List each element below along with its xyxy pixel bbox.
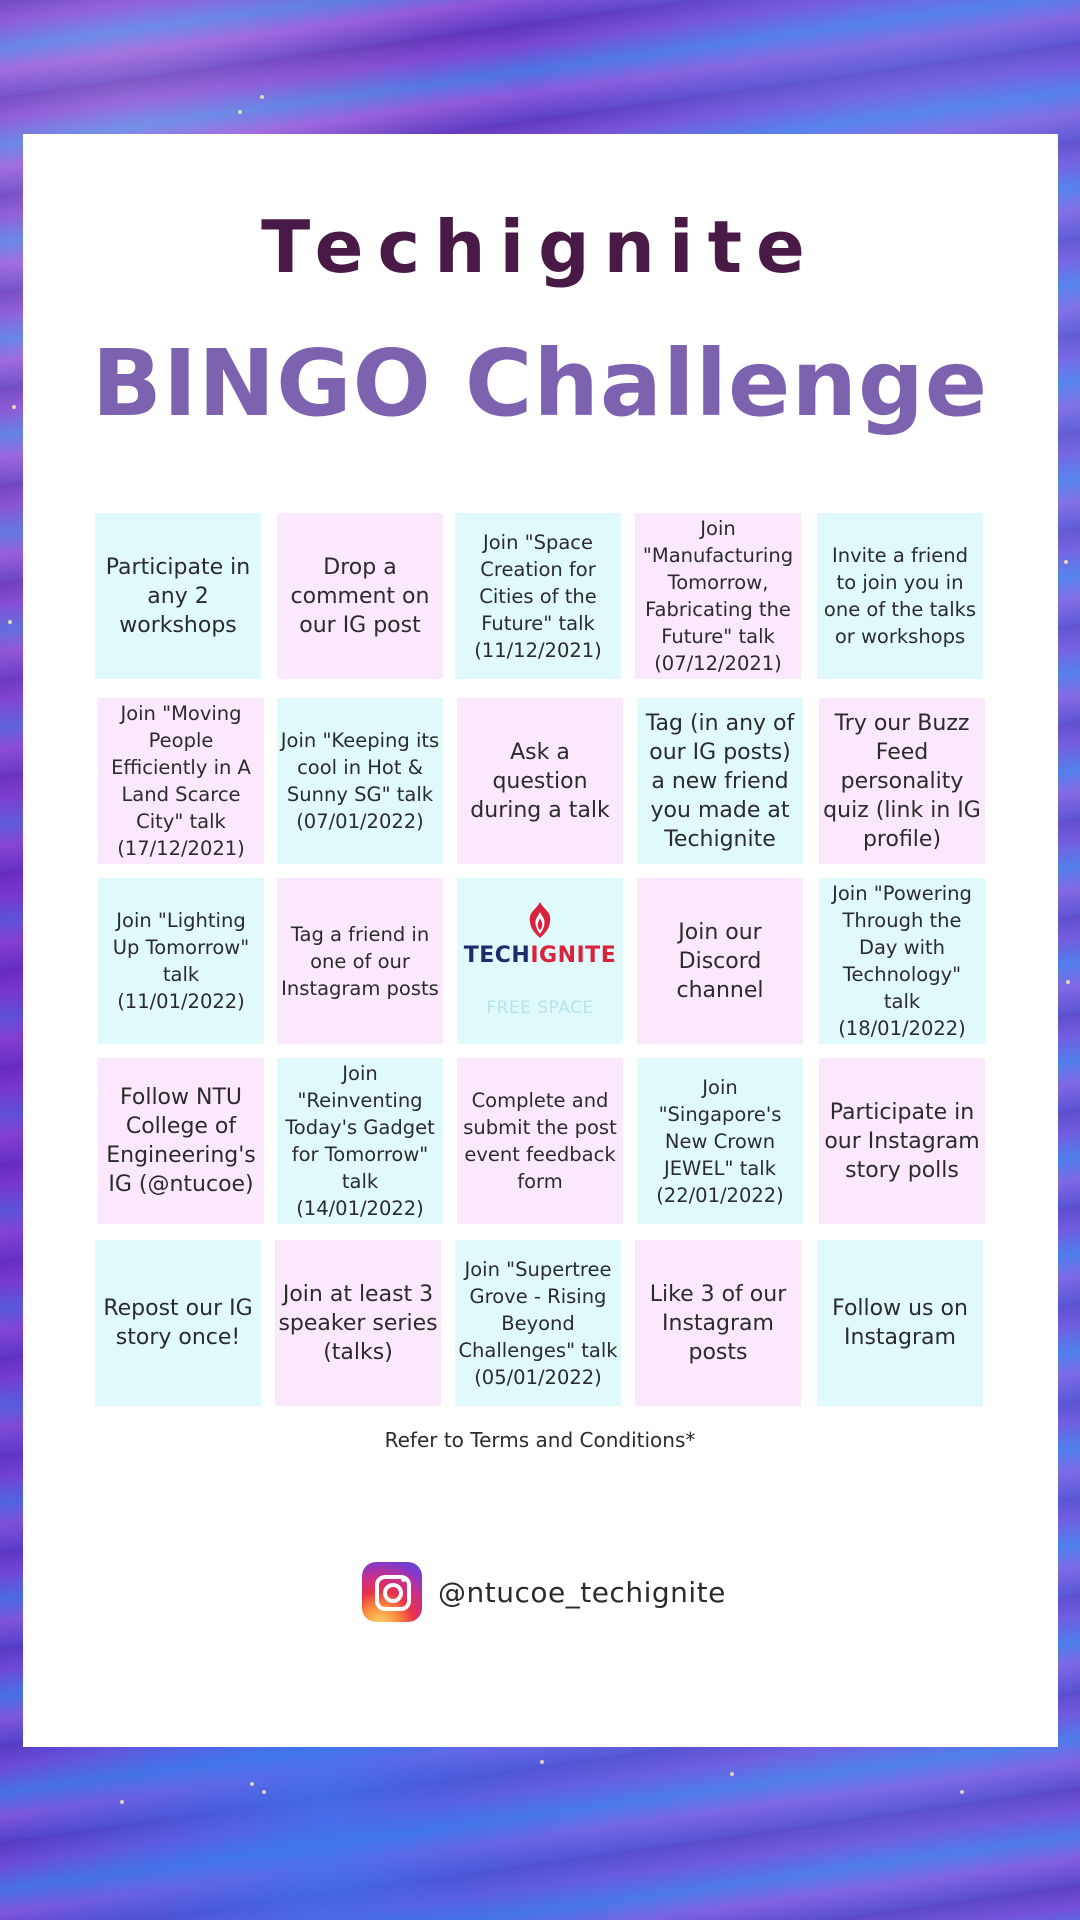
bingo-cell[interactable] [98, 698, 264, 864]
bingo-cell[interactable] [457, 1058, 623, 1224]
bingo-cell-label: Complete and submit the post event feedback form [463, 1089, 617, 1193]
bingo-cell[interactable] [635, 513, 801, 679]
bingo-cell[interactable] [455, 513, 621, 679]
sparkle [238, 110, 242, 114]
bingo-cell[interactable] [637, 1058, 803, 1224]
bingo-cell-label: Join "Supertree Grove - Rising Beyond Challenges" talk (05/01/2022) [458, 1257, 618, 1389]
bingo-cell-label: Join "Lighting Up Tomorrow" talk (11/01/2022) [112, 909, 250, 1013]
bingo-cell[interactable] [277, 878, 443, 1044]
logo-ignite-text: IGNITE [530, 943, 617, 968]
instagram-handle-block[interactable] [362, 1562, 726, 1622]
bingo-cell-label: Join "Manufacturing Tomorrow, Fabricating the Future" talk (07/12/2021) [642, 517, 794, 675]
sparkle [250, 1782, 254, 1786]
bingo-cell-label: Join "Reinventing Today's Gadget for Tomorrow" talk (14/01/2022) [285, 1062, 435, 1220]
bingo-cell[interactable] [277, 513, 443, 679]
bingo-cell-label: Tag a friend in one of our Instagram posts [281, 922, 439, 1000]
bingo-cell-label: Tag (in any of our IG posts) a new friend you made at Techignite [645, 710, 795, 852]
bingo-cell[interactable] [455, 1240, 621, 1406]
bingo-cell[interactable] [817, 513, 983, 679]
sparkle [1064, 560, 1068, 564]
bingo-cell-label: Repost our IG story once! [103, 1296, 253, 1350]
bingo-cell[interactable] [98, 878, 264, 1044]
bingo-cell-label: Join "Keeping its cool in Hot & Sunny SG" talk (07/01/2022) [280, 729, 440, 833]
bingo-cell-label: Like 3 of our Instagram posts [649, 1281, 787, 1365]
bingo-cell[interactable] [277, 1058, 443, 1224]
bingo-cell[interactable] [819, 1058, 985, 1224]
sparkle [8, 620, 12, 624]
bingo-cell-label: Follow NTU College of Engineering's IG (@ntucoe) [106, 1085, 256, 1197]
bingo-cell-label: Join "Powering Through the Day with Technology" talk (18/01/2022) [832, 882, 972, 1040]
bingo-cell-label: Join "Moving People Efficiently in A Land Scarce City" talk (17/12/2021) [111, 702, 251, 860]
bingo-cell-label: Invite a friend to join you in one of the talks or workshops [823, 544, 977, 648]
bingo-cell[interactable] [819, 878, 985, 1044]
bingo-cell-label: Try our Buzz Feed personality quiz (link in IG profile) [823, 710, 981, 852]
bingo-cell[interactable] [457, 698, 623, 864]
bingo-cell[interactable] [275, 1240, 441, 1406]
instagram-icon[interactable] [362, 1562, 422, 1622]
sparkle [540, 1760, 544, 1764]
sparkle [260, 95, 264, 99]
bingo-cell-label: Join "Singapore's New Crown JEWEL" talk (22/01/2022) [656, 1075, 784, 1207]
bingo-cell[interactable] [98, 1058, 264, 1224]
bingo-cell[interactable] [95, 513, 261, 679]
free-space-cell[interactable] [457, 878, 623, 1044]
flame-logo-icon [522, 900, 558, 940]
sparkle [120, 1800, 124, 1804]
sparkle [262, 1790, 266, 1794]
bingo-cell-label: Drop a comment on our IG post [290, 554, 430, 638]
techignite-logo [464, 942, 616, 969]
bingo-grid [95, 513, 983, 1406]
logo-tech-text: TECH [463, 943, 531, 968]
bingo-cell-label: Join our Discord channel [676, 919, 764, 1003]
instagram-handle[interactable]: @ntucoe_techignite [438, 1575, 726, 1609]
bingo-cell-label: Participate in any 2 workshops [105, 554, 251, 638]
instagram-icon-dot [401, 1577, 406, 1582]
page-subtitle: BINGO Challenge [91, 330, 989, 437]
bingo-cell[interactable] [637, 698, 803, 864]
sparkle [730, 1772, 734, 1776]
bingo-cell[interactable] [819, 698, 985, 864]
bingo-cell[interactable] [635, 1240, 801, 1406]
bingo-cell[interactable] [277, 698, 443, 864]
sparkle [1066, 980, 1070, 984]
free-space-label: FREE SPACE [486, 998, 594, 1018]
instagram-icon-lens [383, 1583, 403, 1603]
bingo-cell[interactable] [637, 878, 803, 1044]
bingo-cell-label: Join "Space Creation for Cities of the Future" talk (11/12/2021) [474, 530, 602, 662]
bingo-cell[interactable] [817, 1240, 983, 1406]
page-title: Techignite [261, 205, 819, 289]
terms-link[interactable]: Refer to Terms and Conditions* [384, 1428, 696, 1452]
bingo-cell-label: Join at least 3 speaker series (talks) [278, 1281, 438, 1365]
bingo-cell-label: Ask a question during a talk [470, 739, 610, 823]
bingo-cell[interactable] [95, 1240, 261, 1406]
bingo-cell-label: Participate in our Instagram story polls [824, 1099, 980, 1183]
bingo-cell-label: Follow us on Instagram [832, 1296, 968, 1350]
sparkle [960, 1790, 964, 1794]
